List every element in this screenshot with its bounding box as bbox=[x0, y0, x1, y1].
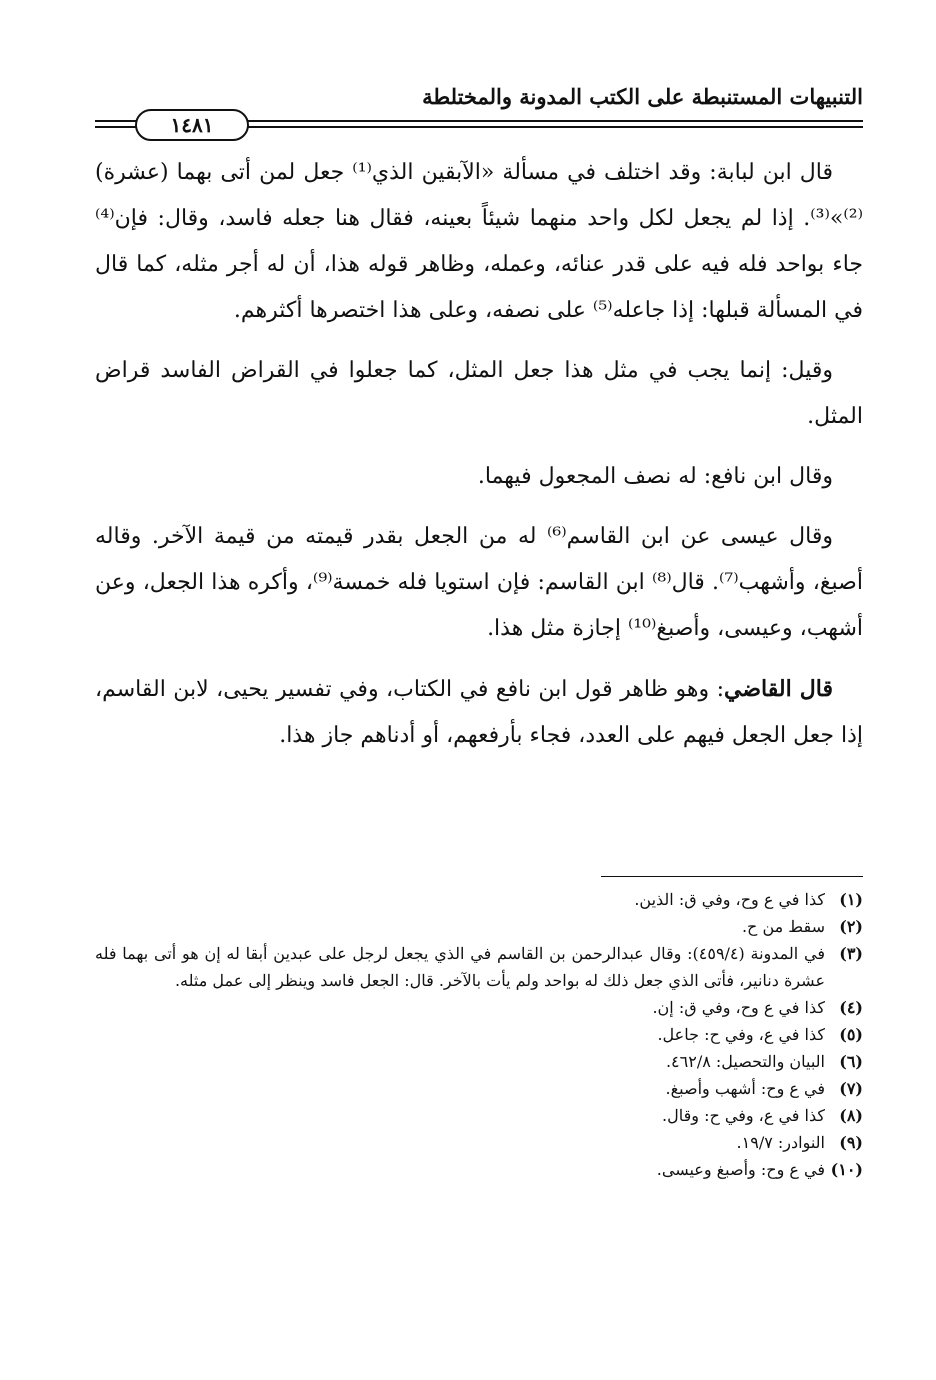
footnote-text: كذا في ع، وفي ح: جاعل. bbox=[657, 1025, 825, 1044]
footnote bbox=[95, 994, 863, 1021]
footnote-text: النوادر: ١٩/٧. bbox=[736, 1133, 825, 1152]
footnote-number: (٣) bbox=[839, 944, 863, 963]
footnote bbox=[95, 1129, 863, 1156]
running-title: التنبيهات المستنبطة على الكتب المدونة والمختلطة bbox=[422, 84, 863, 109]
footnote bbox=[95, 1075, 863, 1102]
footnotes bbox=[95, 886, 863, 1183]
footnote-text: في المدونة (٤٥٩/٤): وقال عبدالرحمن بن القاسم في الذي يجعل لرجل على عبدين أبقا له إن هو أتى بهما فله عشرة دنانير، فأتى الذي جعل ذلك له بواحد ولم يأت بالآخر. قال: الجعل فاسد وينظر إلى عمل مثله. bbox=[95, 944, 825, 990]
footnote-text: سقط من ح. bbox=[741, 917, 825, 936]
paragraph: قال ابن لبابة: وقد اختلف في مسألة «الآبقين الذي⁽¹⁾ جعل لمن أتى بهما (عشرة)⁽²⁾»⁽³⁾. إذا لم يجعل لكل واحد منهما شيئاً بعينه، فقال هنا جعله فاسد، وقال: فإن⁽⁴⁾ جاء بواحد فله فيه على قدر عنائه، وعمله، وظاهر قوله هذا، أن له أجر مثله، كما قال في المسألة قبلها: إذا جاعله⁽⁵⁾ على نصفه، وعلى هذا اختصرها أكثرهم. bbox=[95, 160, 863, 323]
footnote-number: (٤) bbox=[839, 998, 863, 1017]
footnote-number: (١٠) bbox=[830, 1160, 863, 1179]
footnote bbox=[95, 1021, 863, 1048]
footnote-text: البيان والتحصيل: ٤٦٢/٨. bbox=[665, 1052, 825, 1071]
page-header bbox=[95, 82, 863, 137]
main-text bbox=[95, 150, 863, 773]
footnote-number: (٩) bbox=[839, 1133, 863, 1152]
footnote-text: كذا في ع، وفي ح: وقال. bbox=[662, 1106, 825, 1125]
footnote bbox=[95, 1102, 863, 1129]
footnote-number: (٢) bbox=[839, 917, 863, 936]
footnote-text: في ع وح: وأصبغ وعيسى. bbox=[656, 1160, 825, 1179]
paragraph bbox=[95, 666, 863, 759]
paragraph-text: : وهو ظاهر قول ابن نافع في الكتاب، وفي تفسير يحيى، لابن القاسم، إذا جعل الجعل فيهم على العدد، فجاء بأرفعهم، أو أدناهم جاز هذا. bbox=[95, 677, 863, 748]
footnote-number: (٧) bbox=[839, 1079, 863, 1098]
footnote bbox=[95, 913, 863, 940]
footnote bbox=[95, 886, 863, 913]
speaker-lead: قال القاضي bbox=[724, 676, 834, 702]
footnote-separator bbox=[601, 876, 863, 877]
footnote-text: في ع وح: أشهب وأصبغ. bbox=[665, 1079, 825, 1098]
footnote-number: (٥) bbox=[839, 1025, 863, 1044]
footnote-text: كذا في ع وح، وفي ق: الذين. bbox=[634, 890, 825, 909]
footnote bbox=[95, 940, 863, 994]
page-number: ١٤٨١ bbox=[135, 109, 249, 141]
paragraph: وقيل: إنما يجب في مثل هذا جعل المثل، كما جعلوا في القراض الفاسد قراض المثل. bbox=[95, 358, 863, 429]
footnote bbox=[95, 1048, 863, 1075]
paragraph: وقال عيسى عن ابن القاسم⁽⁶⁾ له من الجعل بقدر قيمته من قيمة الآخر. وقاله أصبغ، وأشهب⁽⁷⁾. قال⁽⁸⁾ ابن القاسم: فإن استويا فله خمسة⁽⁹⁾، وأكره هذا الجعل، وعن أشهب، وعيسى، وأصبغ⁽¹⁰⁾ إجازة مثل هذا. bbox=[95, 524, 863, 641]
footnote-number: (٨) bbox=[839, 1106, 863, 1125]
paragraph: وقال ابن نافع: له نصف المجعول فيهما. bbox=[477, 464, 833, 489]
footnote-number: (٦) bbox=[839, 1052, 863, 1071]
footnote-number: (١) bbox=[839, 890, 863, 909]
footnote bbox=[95, 1156, 863, 1183]
footnote-text: كذا في ع وح، وفي ق: إن. bbox=[652, 998, 825, 1017]
